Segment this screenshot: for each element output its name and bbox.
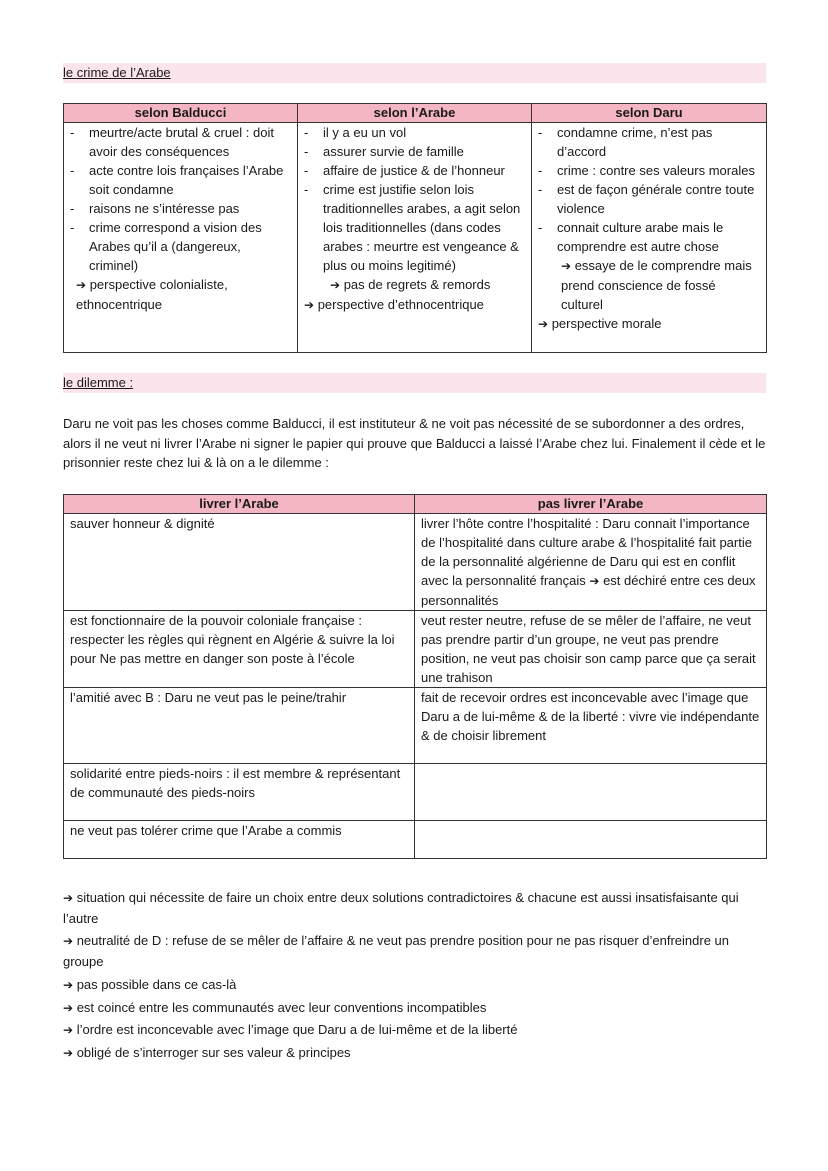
list-item: - affaire de justice & de l’honneur: [302, 161, 525, 180]
cell-left: est fonctionnaire de la pouvoir coloniale française : respecter les règles qui règnent en Algérie & suivre la loi pour Ne pas mettre en danger son poste à l’école: [64, 611, 415, 688]
arrow-icon: ➔: [589, 574, 600, 588]
arrow-icon: ➔: [538, 317, 549, 331]
arrow-note: ➔ perspective d’ethnocentrique: [304, 297, 484, 312]
list-item: ➔ pas possible dans ce cas-là: [63, 977, 237, 992]
cell-left: l’amitié avec B : Daru ne veut pas le peine/trahir: [64, 688, 415, 764]
list-item: ➔ l’ordre est inconcevable avec l’image que Daru a de lui-même et de la liberté: [63, 1022, 518, 1037]
list-daru: [536, 123, 760, 256]
table-row: [64, 764, 767, 821]
table-row: [64, 514, 767, 611]
arrow-icon: ➔: [330, 278, 341, 292]
column-header-livrer: livrer l’Arabe: [64, 495, 415, 514]
arrow-note-indent: ➔ essaye de le comprendre mais prend conscience de fossé culturel: [561, 258, 752, 312]
list-item: ➔ obligé de s’interroger sur ses valeur & principes: [63, 1044, 351, 1060]
cell-right: veut rester neutre, refuse de se mêler de l’affaire, ne veut pas prendre partir d’un groupe, ne veut pas prendre position, ne veut pas choisir son camp parce que ça serait une trahison: [415, 611, 767, 688]
list-item: - meurtre/acte brutal & cruel : doit avoir des conséquences: [68, 123, 291, 161]
list-item: ➔ situation qui nécessite de faire un choix entre deux solutions contradictoires & chacune est aussi insatisfaisante qui l’autre: [63, 890, 739, 926]
arrow-icon: ➔: [561, 259, 572, 273]
cell-balducci: [64, 123, 298, 353]
arrow-icon: ➔: [304, 298, 315, 312]
arrow-icon: ➔: [63, 1045, 74, 1060]
cell-right: fait de recevoir ordres est inconcevable avec l’image que Daru a de lui-même & de la liberté : vivre vie indépendante & de choisir librement: [415, 688, 767, 764]
list-item: - assurer survie de famille: [302, 142, 525, 161]
column-header-pas-livrer: pas livrer l’Arabe: [415, 495, 767, 514]
list-item: - crime correspond a vision des Arabes qu’il a (dangereux, criminel): [68, 218, 291, 275]
conclusion-list: [63, 888, 766, 1064]
column-header-daru: selon Daru: [532, 104, 767, 123]
list-balducci: [68, 123, 291, 275]
list-item: - acte contre lois françaises l’Arabe soit condamne: [68, 161, 291, 199]
list-item: ➔ est coincé entre les communautés avec leur conventions incompatibles: [63, 999, 487, 1015]
column-header-balducci: selon Balducci: [64, 104, 298, 123]
cell-left: sauver honneur & dignité: [64, 514, 415, 611]
cell-daru: [532, 123, 767, 353]
cell-right: [415, 821, 767, 859]
arrow-note: ➔ perspective morale: [538, 316, 662, 331]
list-item: - est de façon générale contre toute violence: [536, 180, 760, 218]
cell-left: solidarité entre pieds-noirs : il est membre & représentant de communauté des pieds-noirs: [64, 764, 415, 821]
crime-table: [63, 103, 767, 353]
arrow-note-indent: ➔ pas de regrets & remords: [330, 277, 491, 292]
table-row: [64, 821, 767, 859]
cell-arabe: [298, 123, 532, 353]
list-item: - condamne crime, n’est pas d’accord: [536, 123, 760, 161]
arrow-icon: ➔: [63, 934, 74, 948]
arrow-note: ➔ perspective colonialiste, ethnocentrique: [76, 277, 228, 312]
column-header-arabe: selon l’Arabe: [298, 104, 532, 123]
dilemme-paragraph: Daru ne voit pas les choses comme Balducci, il est instituteur & ne voit pas nécessité de se subordonner a des ordres, alors il ne veut ni livrer l’Arabe ni signer le papier qui prouve que Balducci a laissé l’Arabe chez lui. Finalement il cède et le prisonnier reste chez lui & là on a le dilemme :: [63, 416, 766, 470]
table-row: [64, 611, 767, 688]
arrow-icon: ➔: [63, 1023, 74, 1037]
list-item: - raisons ne s’intéresse pas: [68, 199, 291, 218]
cell-left: ne veut pas tolérer crime que l’Arabe a commis: [64, 821, 415, 859]
list-item: - crime : contre ses valeurs morales: [536, 161, 760, 180]
dilemme-table: [63, 494, 767, 859]
list-item: - il y a eu un vol: [302, 123, 525, 142]
list-item: ➔ neutralité de D : refuse de se mêler de l’affaire & ne veut pas prendre position pour ne pas risquer d’enfreindre un groupe: [63, 933, 730, 969]
list-item: - crime est justifie selon lois traditionnelles arabes, a agit selon lois traditionnelles (dans codes arabes : meurtre est vengeance & plus ou moins legitimé): [302, 180, 525, 275]
arrow-icon: ➔: [63, 1000, 74, 1015]
cell-right: [415, 764, 767, 821]
section-title-crime: le crime de l’Arabe: [63, 63, 766, 83]
arrow-icon: ➔: [76, 278, 87, 292]
table-row: [64, 688, 767, 764]
list-item: - connait culture arabe mais le comprendre est autre chose: [536, 218, 760, 256]
list-arabe: [302, 123, 525, 275]
arrow-icon: ➔: [63, 891, 74, 905]
section-title-dilemme: le dilemme :: [63, 373, 766, 393]
arrow-icon: ➔: [63, 978, 74, 992]
cell-right: livrer l’hôte contre l’hospitalité : Daru connait l’importance de l’hospitalité dans culture arabe & l’hospitalité fait partie de la personnalité algérienne de Daru qui est en conflit avec la personnalité français ➔ est déchiré entre ces deux personnalités: [415, 514, 767, 611]
